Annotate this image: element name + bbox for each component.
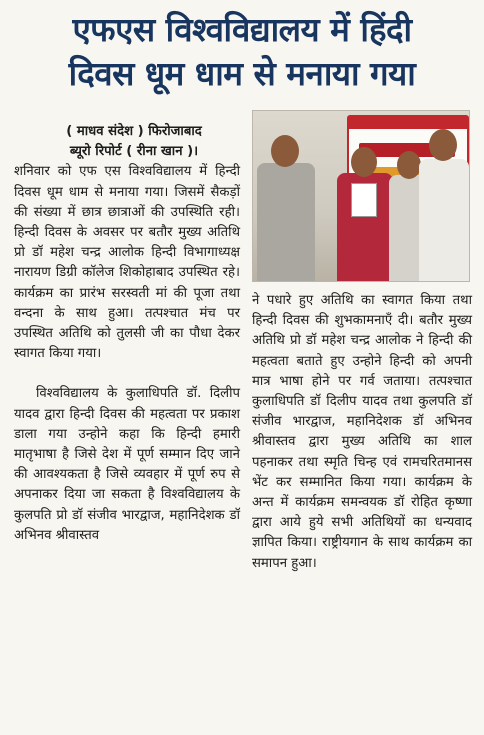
article-left-column xyxy=(14,122,240,546)
headline-line-2: दिवस धूम धाम से मनाया गया xyxy=(68,54,416,93)
paragraph-2: विश्वविद्यालय के कुलाधिपति डॉ. दिलीप यादव द्वारा हिन्दी दिवस की महत्वता पर प्रकाश डाला गया उन्होने कहा कि हिन्दी हमारी मातृभाषा है जिसे देश में पूर्ण सम्मान दिए जाने की आवश्यकता है जिसे व्यवहार में पूर्ण रुप से अपनाकर दिया जा सकता है विश्वविद्यालय के कुलपति प्रो डॉ संजीव भारद्वाज, महानिदेशक डॉ अभिनव श्रीवास्तव xyxy=(14,386,240,543)
banner-stripe xyxy=(349,117,467,129)
person-left xyxy=(257,163,315,282)
person-right-1-head xyxy=(397,151,421,179)
dateline-line-2: ब्यूरो रिपोर्ट ( रीना खान )। xyxy=(69,144,199,160)
person-left-head xyxy=(271,135,299,167)
article-right-column xyxy=(252,291,472,574)
dateline xyxy=(14,122,240,162)
person-center-head xyxy=(351,147,377,177)
dateline-line-1: ( माधव संदेश ) फिरोजाबाद xyxy=(66,124,202,139)
paragraph-1: शनिवार को एफ एस विश्वविद्यालय में हिन्दी दिवस धूम धाम से मनाया गया। जिसमें सैकड़ों की संख्या में छात्र छात्राओं की उपस्थिति रही। हिन्दी दिवस के अवसर पर बतौर मुख्य अतिथि प्रो डॉ महेश चन्द्र आलोक हिन्दी विभागाध्यक्ष नारायण डिग्री कॉलेज शिकोहाबाद उपस्थित रहे। कार्यक्रम का प्रारंभ सरस्वती मां की पूजा तथा वन्दना के साथ हुआ। तत्पश्चात मंच पर उपस्थित अतिथि को तुलसी जी का पौधा देकर स्वागत किया गया। xyxy=(14,164,240,362)
event-photo xyxy=(252,110,470,282)
headline-line-1: एफएस विश्वविद्यालय में हिंदी xyxy=(72,10,412,49)
certificate xyxy=(351,183,377,217)
person-right-2-head xyxy=(429,129,457,161)
paragraph-3: ने पधारे हुए अतिथि का स्वागत किया तथा हिन्दी दिवस की शुभकामनाएँ दी। बतौर मुख्य अतिथि प्रो डॉ महेश चन्द्र आलोक ने हिन्दी की महत्वता बताते हुए उन्होने हिन्दी को अपनी मात्र भाषा होने पर गर्व जताया। तत्पश्चात कुलाधिपति डॉ दिलीप यादव तथा कुलपति डॉ संजीव भारद्वाज, महानिदेशक डॉ अभिनव श्रीवास्तव द्वारा मुख्य अतिथि का शाल पहनाकर तथा स्मृति चिन्ह एवं रामचरितमानस भेंट कर सम्मानित किया गया। कार्यक्रम के अन्त में कार्यक्रम समन्वयक डॉ रोहित कृष्णा द्वारा आये हुये सभी अतिथियों का धन्यवाद ज्ञापित किया। राष्ट्रीयगान के साथ कार्यक्रम का समापन हुआ। xyxy=(252,293,472,571)
person-right-2 xyxy=(419,159,469,282)
headline xyxy=(0,8,484,96)
